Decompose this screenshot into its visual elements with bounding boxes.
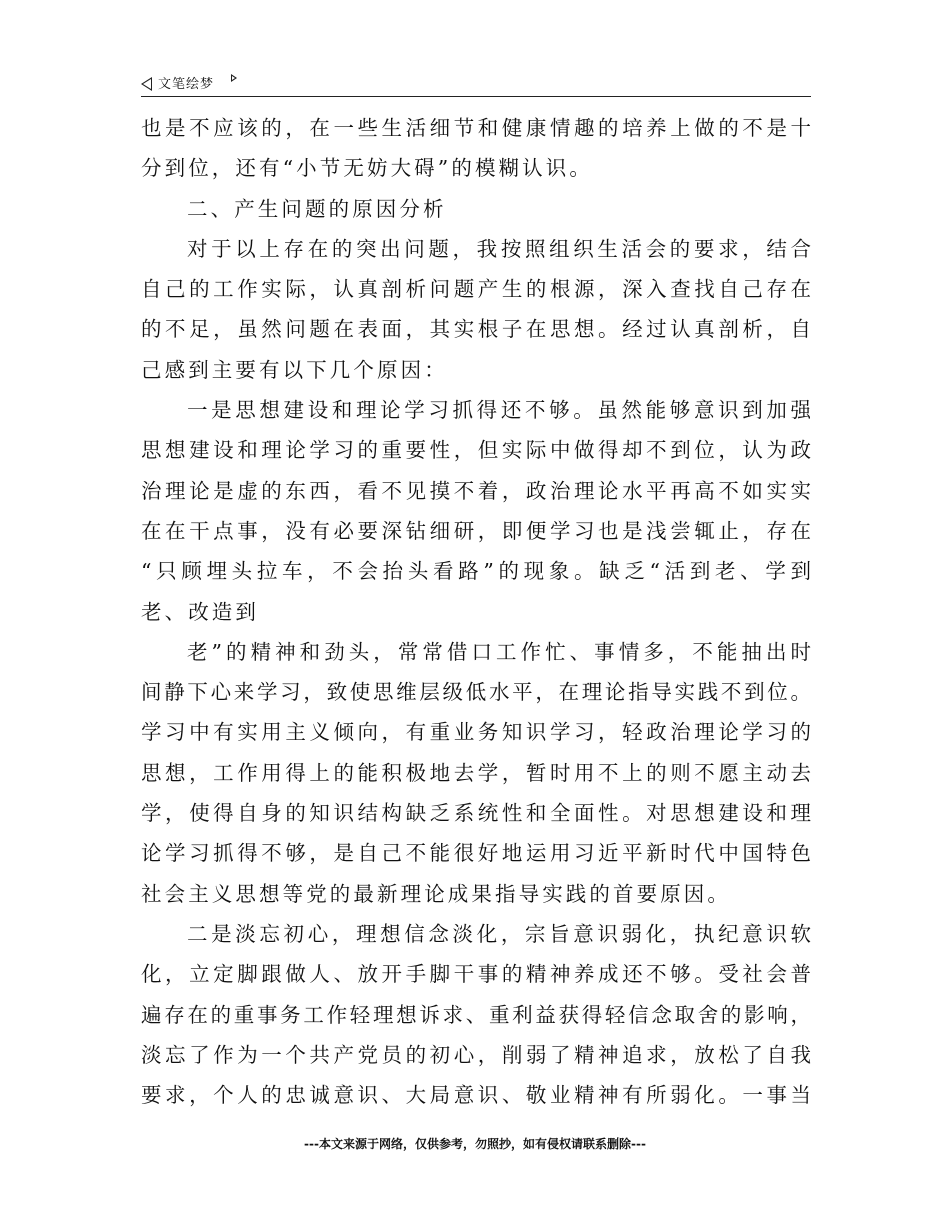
text-line: 的不足，虽然问题在表面，其实根子在思想。经过认真剖析，自 [141,317,811,342]
text-line: 自己的工作实际，认真剖析问题产生的根源，深入查找自己存在 [141,277,811,302]
page-header [141,68,811,97]
text-line: 社会主义思想等党的最新理论成果指导实践的首要原因。 [141,881,731,906]
text-line: 遍存在的重事务工作轻理想诉求、重利益获得轻信念取舍的影响， [141,1002,811,1027]
text-line: “只顾埋头拉车，不会抬头看路”的现象。缺乏“活到老、学到 [141,559,811,584]
text-line: 化，立定脚跟做人、放开手脚干事的精神养成还不够。受社会普 [141,962,811,987]
text-line: 淡忘了作为一个共产党员的初心，削弱了精神追求，放松了自我 [141,1042,811,1067]
text-line: 二是淡忘初心，理想信念淡化，宗旨意识弱化，执纪意识软 [187,921,811,946]
page-footer-notice: ---本文来源于网络，仅供参考，勿照抄，如有侵权请联系删除--- [304,1137,646,1151]
document-body [141,108,811,1115]
text-line: 老”的精神和劲头，常常借口工作忙、事情多，不能抽出时 [187,639,811,664]
text-line: 治理论是虚的东西，看不见摸不着，政治理论水平再高不如实实 [141,478,811,503]
text-line: 分到位，还有“小节无妨大碍”的模糊认识。 [141,156,593,181]
text-line: 老、改造到 [141,599,259,624]
text-line: 一是思想建设和理论学习抓得还不够。虽然能够意识到加强 [187,398,811,423]
text-line: 学，使得自身的知识结构缺乏系统性和全面性。对思想建设和理 [141,801,811,826]
triangle-left-icon [141,77,152,91]
text-line: 思想，工作用得上的能积极地去学，暂时用不上的则不愿主动去 [141,760,811,785]
text-line: 要求，个人的忠诚意识、大局意识、敬业精神有所弱化。一事当 [141,1083,811,1108]
text-line: 己感到主要有以下几个原因： [141,357,448,382]
text-line: 也是不应该的，在一些生活细节和健康情趣的培养上做的不是十 [141,116,811,140]
header-brand: 文笔绘梦 [158,77,215,92]
text-line: 二、产生问题的原因分析 [187,196,447,221]
text-line: 思想建设和理论学习的重要性，但实际中做得却不到位，认为政 [141,438,811,463]
text-line: 在在干点事，没有必要深钻细研，即便学习也是浅尝辄止，存在 [141,518,811,543]
text-line: 间静下心来学习，致使思维层级低水平，在理论指导实践不到位。 [141,680,811,705]
text-line: 论学习抓得不够，是自己不能很好地运用习近平新时代中国特色 [141,841,811,866]
triangle-right-icon [231,74,237,82]
text-line: 对于以上存在的突出问题，我按照组织生活会的要求，结合 [187,236,811,261]
text-line: 学习中有实用主义倾向，有重业务知识学习，轻政治理论学习的 [141,720,811,745]
